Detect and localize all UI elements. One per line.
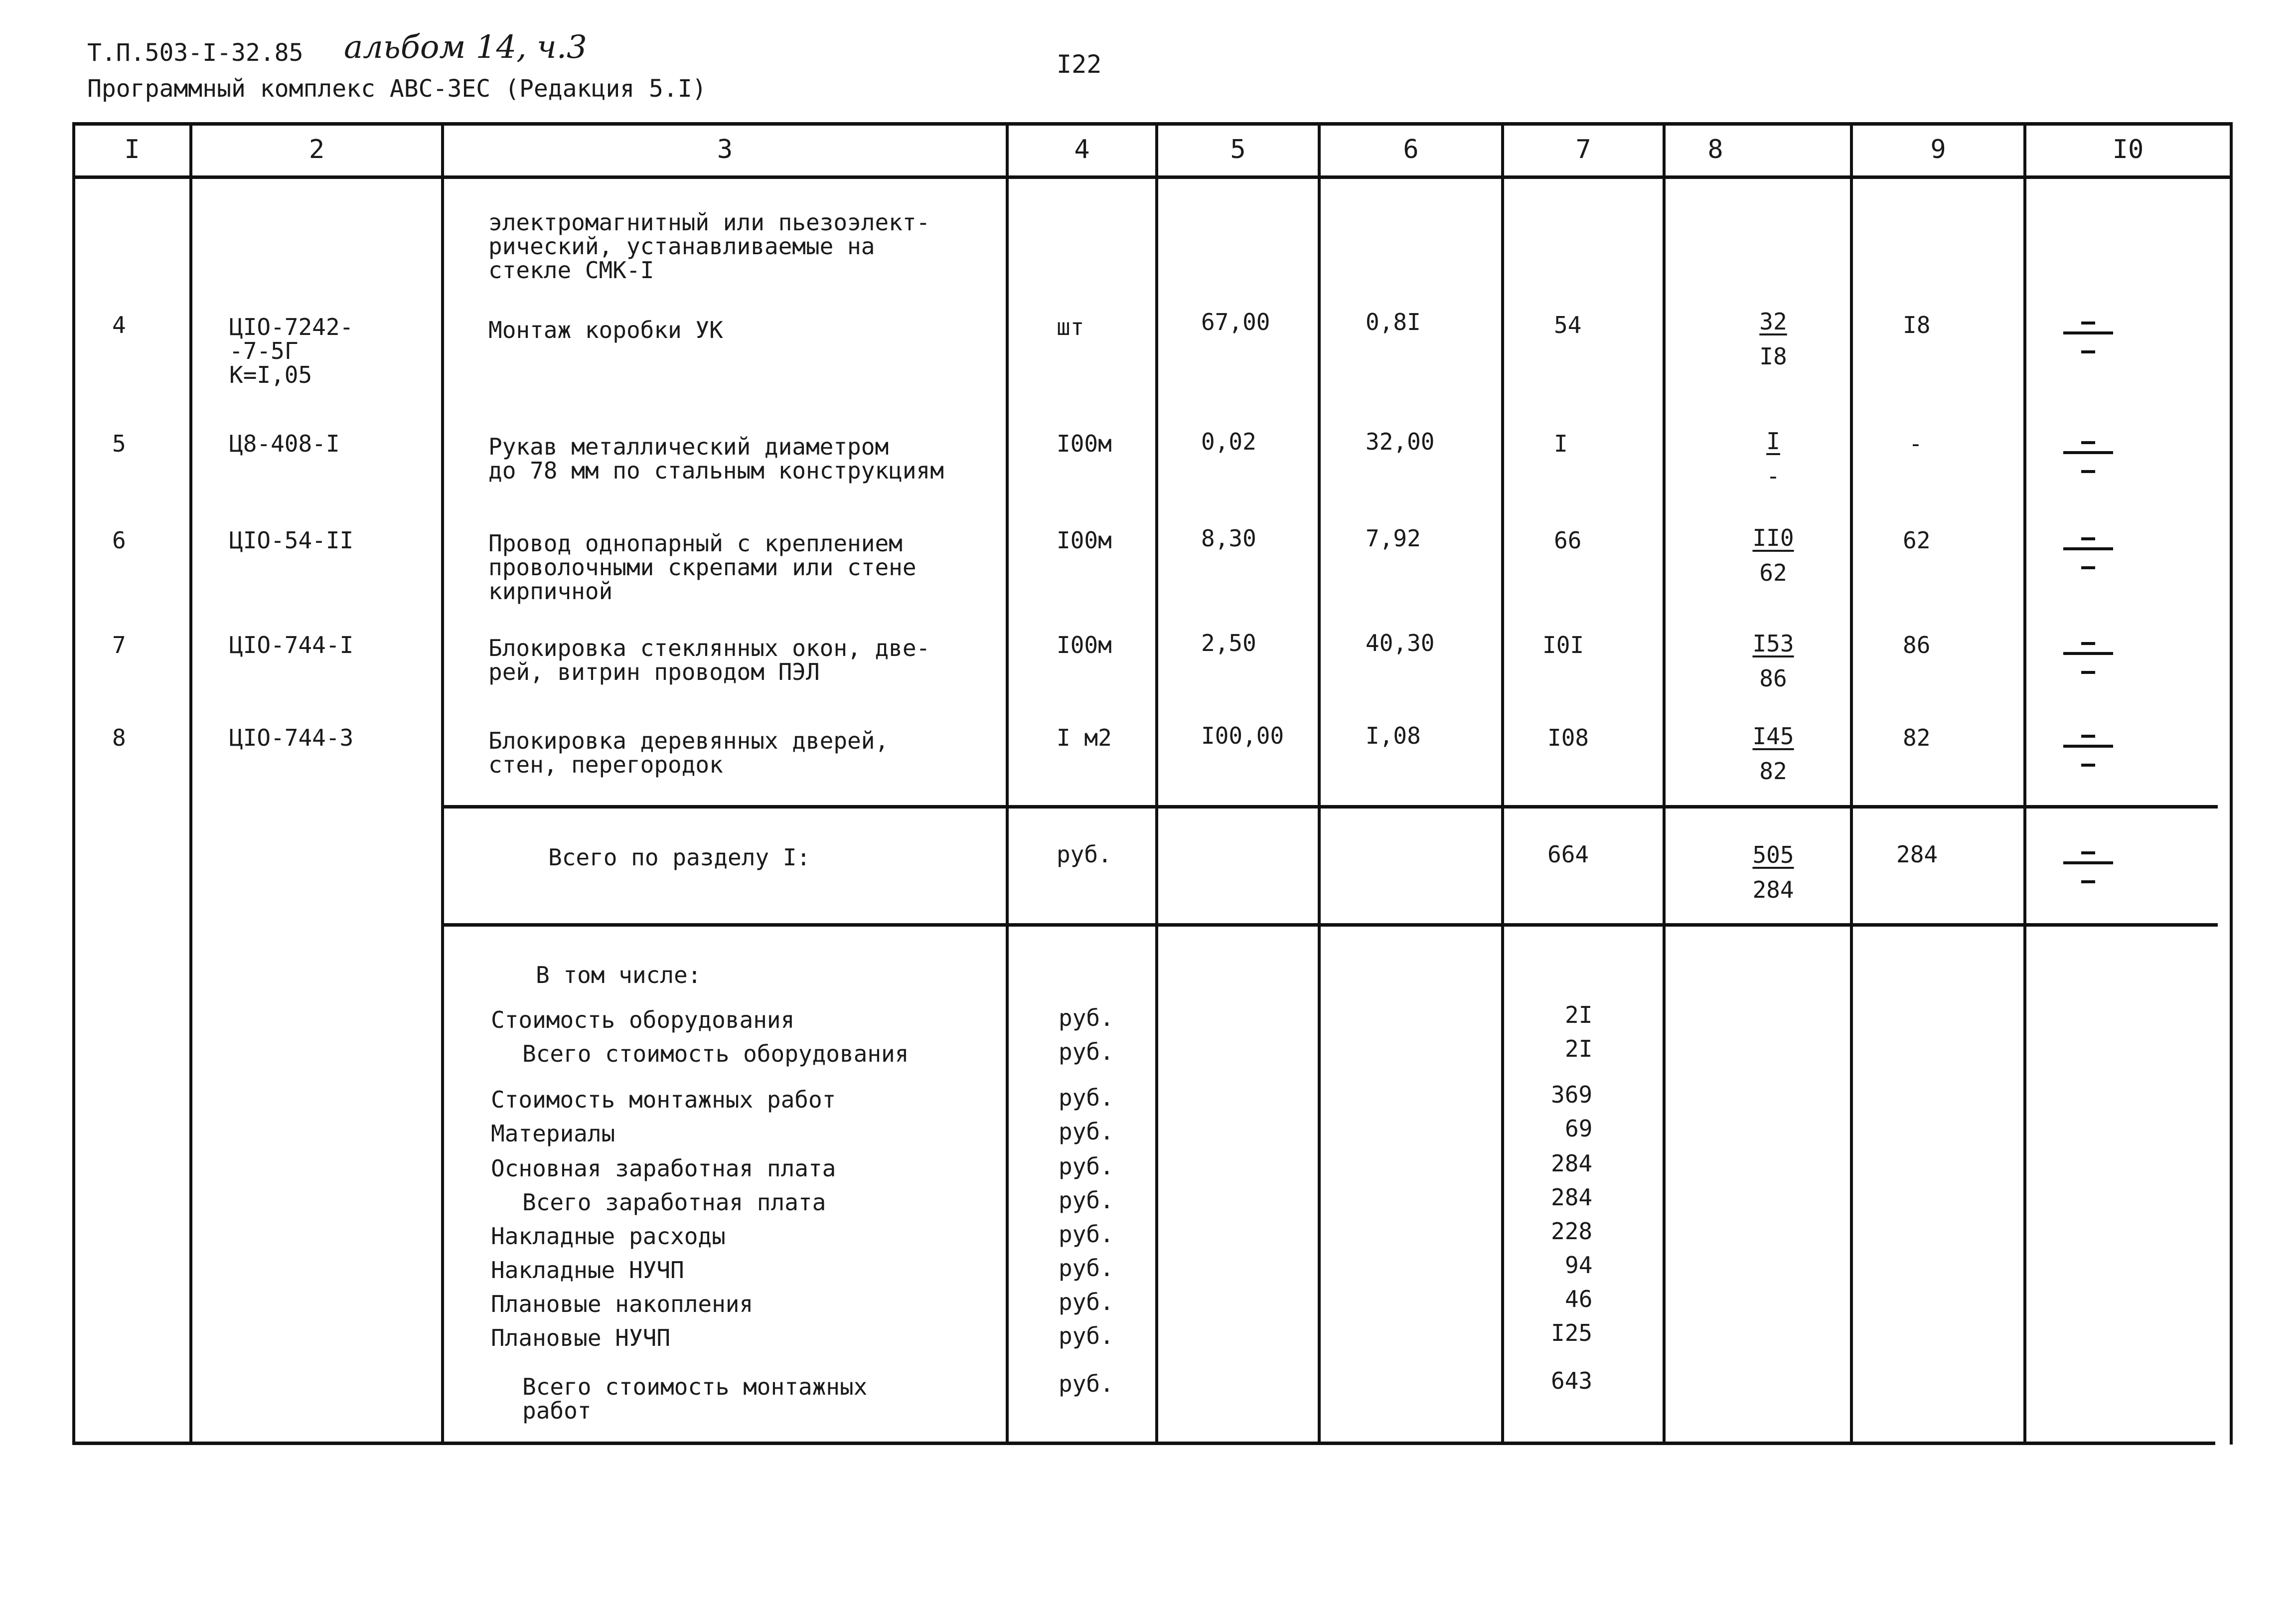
column-number-5: 5: [1230, 135, 1246, 164]
col-border-8: [1850, 122, 1853, 1445]
breakdown-value: 228: [1551, 1218, 1593, 1245]
cost-fraction: [1733, 424, 1813, 493]
col-border-5: [1318, 122, 1321, 1445]
work-name: Провод однопарный с креплением проволочными скрепами или стене кирпичной: [488, 530, 917, 605]
breakdown-label: Плановые накопления: [491, 1291, 754, 1317]
wage-cost: -: [1909, 430, 1923, 457]
col-border-1: [189, 122, 192, 1445]
breakdown-value: 284: [1551, 1150, 1593, 1177]
col-border-9: [2023, 122, 2026, 1445]
fraction-numerator: 505: [1752, 841, 1794, 868]
breakdown-label: Всего заработная плата: [522, 1189, 826, 1216]
col-border-left: [72, 122, 75, 1445]
unit-price: 0,8I: [1366, 309, 1421, 335]
row-number: 8: [112, 724, 126, 751]
breakdown-label: Стоимость оборудования: [491, 1006, 795, 1033]
unit: I00м: [1057, 632, 1112, 658]
section-total-cost: 664: [1547, 841, 1589, 868]
fraction-numerator: I45: [1752, 723, 1794, 750]
fraction-denominator: I8: [1759, 343, 1787, 370]
unit: I00м: [1057, 527, 1112, 554]
quantity: 0,02: [1201, 428, 1256, 455]
breakdown-unit: руб.: [1059, 1084, 1114, 1111]
breakdown-unit: руб.: [1059, 1255, 1114, 1282]
fraction-numerator: 32: [1759, 308, 1787, 335]
breakdown-value: 369: [1551, 1081, 1593, 1108]
estimate-code: ЦIO-7242- -7-5Г К=I,05: [229, 314, 354, 388]
table-bottom-border: [72, 1442, 2215, 1445]
breakdown-label: Накладные расходы: [491, 1223, 726, 1250]
section-total-top-border: [441, 805, 2218, 809]
breakdown-label: Стоимость монтажных работ: [491, 1086, 836, 1113]
col-border-right: [2230, 122, 2233, 1445]
row-number: 6: [112, 527, 126, 554]
document-code: Т.П.503-I-32.85: [87, 39, 304, 67]
column-number-6: 6: [1403, 135, 1419, 164]
breakdown-unit: руб.: [1059, 1322, 1114, 1349]
breakdown-value: I25: [1551, 1319, 1593, 1346]
column-number-2: 2: [308, 135, 325, 164]
section-total-bottom-border: [441, 923, 2218, 927]
col-border-4: [1155, 122, 1158, 1445]
column-number-4: 4: [1074, 135, 1090, 164]
breakdown-label: Всего стоимость оборудования: [522, 1040, 909, 1067]
breakdown-label: Всего стоимость монтажных работ: [522, 1373, 868, 1424]
wage-cost: I8: [1903, 312, 1931, 338]
total-cost: I0I: [1542, 632, 1584, 658]
column-number-7: 7: [1575, 135, 1591, 164]
total-cost: 66: [1554, 527, 1582, 554]
row-number: 7: [112, 632, 126, 658]
row-number: 5: [112, 430, 126, 457]
section-total-unit: руб.: [1057, 841, 1112, 868]
work-name: Блокировка стеклянных окон, две- рей, витрин проводом ПЭЛ: [488, 635, 930, 685]
breakdown-value: 643: [1551, 1367, 1593, 1394]
breakdown-value: 284: [1551, 1184, 1593, 1211]
fraction-denominator: 82: [1759, 758, 1787, 785]
column-number-9: 9: [1930, 135, 1946, 164]
page-number: I22: [1057, 50, 1102, 79]
quantity: I00,00: [1201, 722, 1284, 749]
cost-fraction: [1733, 719, 1813, 789]
table-top-border: [72, 122, 2233, 126]
fraction-denominator: 86: [1759, 665, 1787, 692]
breakdown-value: 94: [1565, 1252, 1593, 1279]
fraction-numerator: I53: [1752, 630, 1794, 657]
wage-cost: 86: [1903, 632, 1931, 658]
breakdown-value: 2I: [1565, 1035, 1593, 1062]
row-number: 4: [112, 312, 126, 338]
unit-price: 7,92: [1366, 525, 1421, 552]
empty-fraction-mark: [2063, 632, 2113, 692]
column-number-1: I: [124, 135, 140, 164]
total-cost: I08: [1547, 724, 1589, 751]
col-border-6: [1501, 122, 1504, 1445]
breakdown-label: Основная заработная плата: [491, 1155, 836, 1182]
breakdown-label: Материалы: [491, 1120, 615, 1147]
breakdown-value: 2I: [1565, 1001, 1593, 1028]
unit: шт: [1057, 314, 1084, 340]
breakdown-unit: руб.: [1059, 1370, 1114, 1397]
cost-fraction: [1733, 304, 1813, 374]
total-cost: I: [1554, 430, 1568, 457]
col-border-7: [1663, 122, 1666, 1445]
column-number-8: 8: [1707, 135, 1723, 164]
breakdown-unit: руб.: [1059, 1118, 1114, 1145]
empty-fraction-mark: [2063, 312, 2113, 371]
wage-cost: 62: [1903, 527, 1931, 554]
breakdown-unit: руб.: [1059, 1289, 1114, 1315]
total-cost: 54: [1554, 312, 1582, 338]
fraction-numerator: I: [1766, 428, 1780, 455]
breakdown-label: Плановые НУЧП: [491, 1324, 671, 1351]
fraction-denominator: 284: [1752, 876, 1794, 903]
empty-fraction-mark: [2063, 725, 2113, 785]
breakdown-value: 46: [1565, 1286, 1593, 1312]
header-bottom-border: [72, 175, 2233, 179]
estimate-code: ЦIO-54-II: [229, 527, 354, 554]
continued-description: электромагнитный или пьезоэлект- рический, устанавливаемые на стекле СМК-I: [488, 209, 930, 284]
work-name: Рукав металлический диаметром до 78 мм по стальным конструкциям: [488, 433, 944, 484]
fraction-denominator: -: [1766, 463, 1780, 489]
breakdown-unit: руб.: [1059, 1187, 1114, 1214]
unit-price: 40,30: [1366, 630, 1435, 656]
fraction-numerator: II0: [1752, 524, 1794, 551]
col-border-3: [1006, 122, 1009, 1445]
breakdown-unit: руб.: [1059, 1004, 1114, 1031]
empty-fraction-mark: [2063, 431, 2113, 491]
unit: I м2: [1057, 724, 1112, 751]
section-total-wage: 284: [1896, 841, 1938, 868]
breakdown-value: 69: [1565, 1115, 1593, 1142]
quantity: 8,30: [1201, 525, 1256, 552]
quantity: 67,00: [1201, 309, 1270, 335]
breakdown-unit: руб.: [1059, 1221, 1114, 1248]
column-number-3: 3: [717, 135, 733, 164]
estimate-code: ЦIO-744-I: [229, 632, 354, 658]
cost-fraction: [1733, 520, 1813, 590]
document-subtitle: Программный комплекс АВС-ЗЕС (Редакция 5.I): [87, 75, 707, 103]
unit-price: 32,00: [1366, 428, 1435, 455]
breakdown-unit: руб.: [1059, 1153, 1114, 1180]
unit: I00м: [1057, 430, 1112, 457]
work-name: Блокировка деревянных дверей, стен, перегородок: [488, 727, 889, 778]
estimate-code: ЦIO-744-3: [229, 724, 354, 751]
quantity: 2,50: [1201, 630, 1256, 656]
fraction-denominator: 62: [1759, 559, 1787, 586]
breakdown-title: В том числе:: [536, 962, 702, 988]
unit-price: I,08: [1366, 722, 1421, 749]
col-border-2: [441, 122, 444, 1445]
wage-cost: 82: [1903, 724, 1931, 751]
section-total-fraction: [1733, 837, 1813, 907]
breakdown-unit: руб.: [1059, 1038, 1114, 1065]
breakdown-label: Накладные НУЧП: [491, 1257, 684, 1284]
work-name: Монтаж коробки УК: [488, 317, 723, 343]
column-number-10: I0: [2112, 135, 2144, 164]
cost-fraction: [1733, 626, 1813, 696]
section-total-label: Всего по разделу I:: [548, 844, 811, 871]
handwritten-note: альбом 14, ч.3: [344, 29, 587, 66]
empty-fraction-mark: [2063, 841, 2113, 901]
empty-fraction-mark: [2063, 527, 2113, 587]
estimate-code: Ц8-408-I: [229, 430, 340, 457]
